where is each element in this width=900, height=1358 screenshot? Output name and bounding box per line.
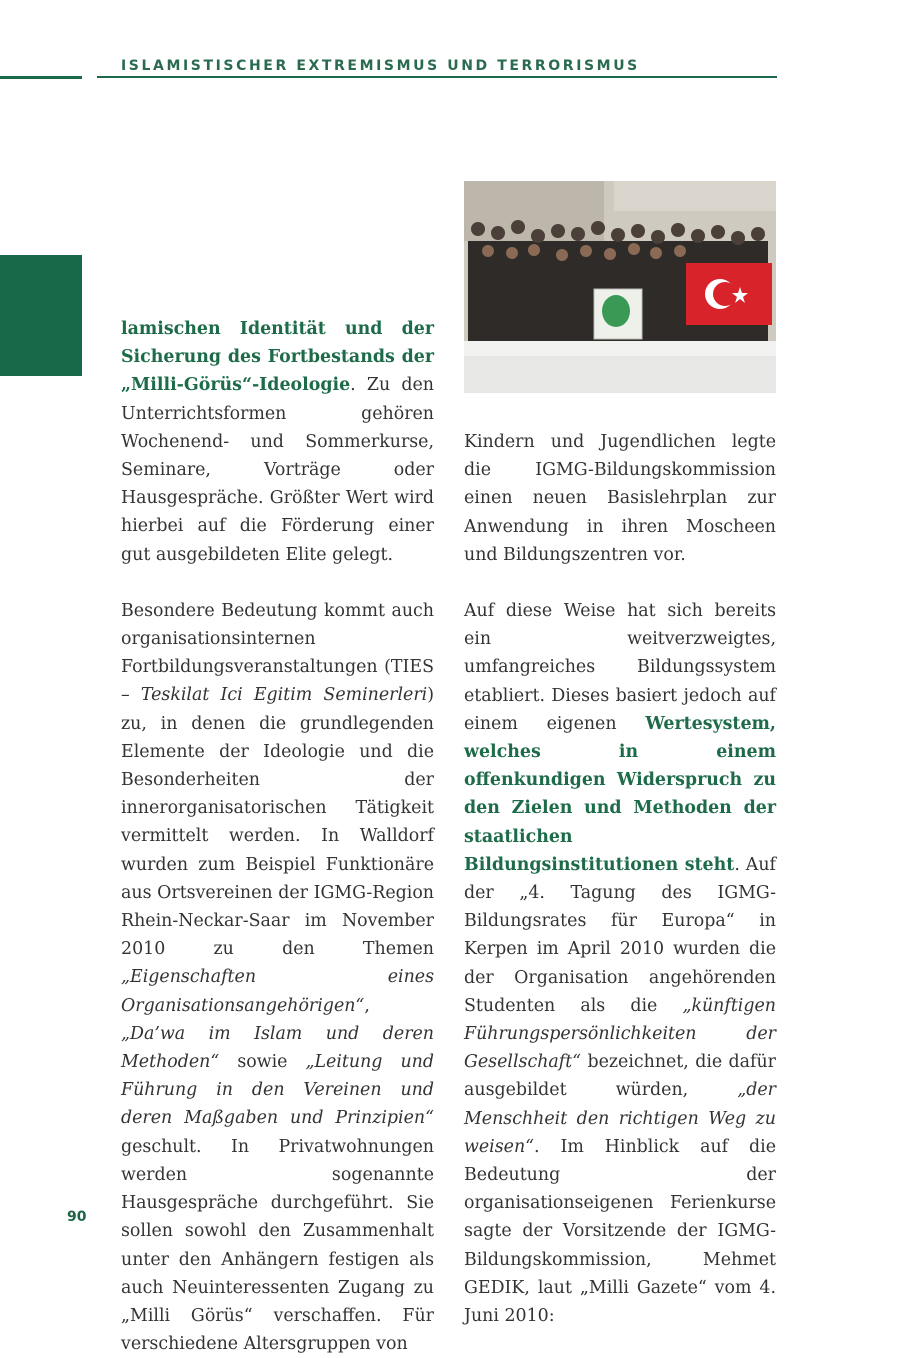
left-column — [121, 315, 434, 1358]
italic-quote: „Da’wa im Islam und deren Methoden“ — [121, 1023, 434, 1073]
body-text: bezeichnet, die dafür ausgebildet würden, — [464, 1052, 776, 1101]
body-text: . Zu den Unterrichtsformen gehören Wochenend- und Sommerkurse, Seminare, Vorträge oder Hausgespräche. Größter Wert wird hierbei auf die Förderung einer gut ausgebildeten Elite gelegt. — [121, 375, 434, 565]
italic-quote: „künftigen Führungspersönlichkeiten der Gesellschaft“ — [464, 995, 776, 1073]
highlight-text: Wertesystem, welches in einem offenkundigen Widerspruch zu den Zielen und Methoden der staatlichen Bildungsinstitutionen steht — [464, 713, 776, 875]
header-rule-right — [97, 76, 777, 78]
group-photo — [464, 181, 776, 393]
right-paragraph-1 — [464, 428, 776, 569]
italic-quote: „Eigenschaften eines Organisationsangehörigen“ — [121, 967, 434, 1016]
body-text: Kindern und Jugendlichen legte die IGMG-Bildungskommission einen neuen Basislehrplan zur Anwendung in ihren Moscheen und Bildungszentren vor. — [464, 432, 776, 565]
body-text: ) zu, in denen die grundlegenden Elemente der Ideologie und die Besonderheiten der innerorganisatorischen Tätigkeit vermittelt werden. In Walldorf wurden zum Beispiel Funktionäre aus Ortsvereinen der IGMG-Region Rhein-Neckar-Saar im November 2010 zu den Themen — [121, 685, 434, 960]
body-text: sowie — [219, 1052, 306, 1073]
italic-term: Teskilat Ici Egitim Seminerleri — [140, 685, 428, 706]
page-number: 90 — [67, 1209, 87, 1225]
italic-quote: „Leitung und Führung in den Vereinen und deren Maßgaben und Prinzipien“ — [121, 1052, 434, 1129]
body-text: . Im Hinblick auf die Bedeutung der organisationseigenen Ferienkurse sagte der Vorsitzende der IGMG-Bildungskommission, Mehmet GEDIK, laut „Milli Gazete“ vom 4. Juni 2010: — [464, 1136, 776, 1327]
italic-quote: „der Menschheit den richtigen Weg zu weisen“ — [464, 1080, 776, 1157]
running-header: ISLAMISTISCHER EXTREMISMUS UND TERRORISMUS — [121, 58, 640, 74]
left-paragraph-1 — [121, 315, 434, 569]
body-text: geschult. In Privatwohnungen werden sogenannte Hausgespräche durchgeführt. Sie sollen sowohl den Zusammenhalt unter den Anhängern festigen als auch Neuinteressenten Zugang zu „Milli Görüs“ verschaffen. Für verschiedene Altersgruppen von — [121, 1136, 434, 1355]
highlight-text: lamischen Identität und der Sicherung des Fortbestands der „Milli-Görüs“-Ideologie — [121, 319, 434, 396]
left-paragraph-2 — [121, 597, 434, 1358]
body-text: , — [364, 995, 370, 1016]
right-paragraph-2 — [464, 597, 776, 1330]
body-text: Besondere Bedeutung kommt auch organisationsinternen Fortbildungsveranstaltungen (TIES – — [121, 600, 434, 706]
right-column — [464, 428, 776, 1330]
body-text: Auf diese Weise hat sich bereits ein weitverzweigtes, umfangreiches Bildungssystem etabliert. Dieses basiert jedoch auf einem eigenen — [464, 601, 776, 734]
chapter-marker-block — [0, 255, 82, 376]
group-photo-with-flags-icon — [464, 181, 776, 393]
header-rule-left — [0, 76, 82, 79]
body-text: . Auf der „4. Tagung des IGMG-Bildungsrates für Europa“ in Kerpen im April 2010 wurden die der Organisation angehörenden Studenten als die — [464, 854, 776, 1016]
